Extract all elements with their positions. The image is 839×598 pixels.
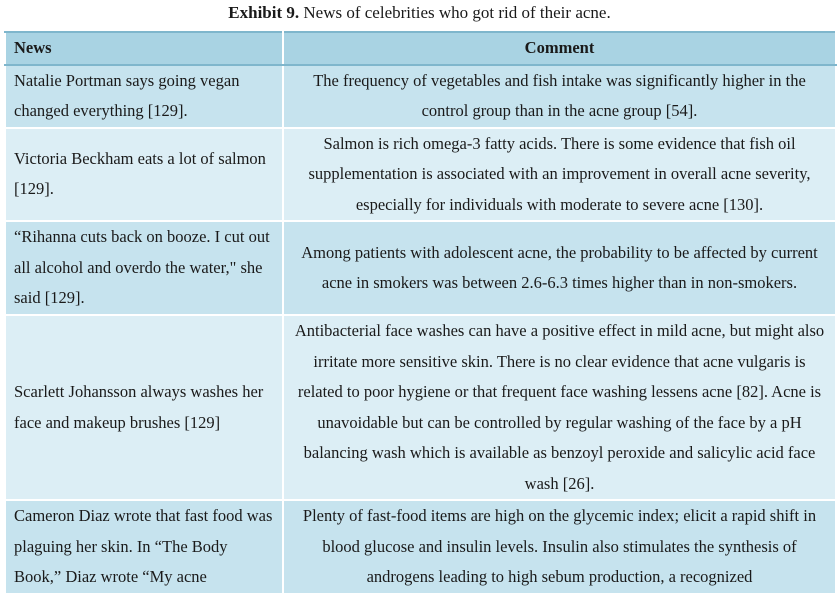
comment-cell: Salmon is rich omega-3 fatty acids. There is some evidence that fish oil supplementation is associated with an improvement in overall acne severity, especially for individuals with moderate to severe acne [130].	[283, 128, 836, 222]
table-row	[5, 315, 836, 500]
table-row	[5, 65, 836, 128]
column-header-comment: Comment	[283, 32, 836, 65]
comment-cell: Plenty of fast-food items are high on the glycemic index; elicit a rapid shift in blood glucose and insulin levels. Insulin also stimulates the synthesis of androgens leading to high sebum production, a recognized	[283, 500, 836, 594]
exhibit-title: News of celebrities who got rid of their acne.	[299, 3, 611, 22]
exhibit-caption	[0, 2, 839, 24]
column-header-news: News	[5, 32, 283, 65]
news-cell: Natalie Portman says going vegan changed everything [129].	[5, 65, 283, 128]
exhibit-label: Exhibit 9.	[228, 3, 300, 22]
comment-cell: Among patients with adolescent acne, the probability to be affected by current acne in smokers was between 2.6-6.3 times higher than in non-smokers.	[283, 221, 836, 315]
table-row	[5, 500, 836, 594]
comment-cell: The frequency of vegetables and fish intake was significantly higher in the control group than in the acne group [54].	[283, 65, 836, 128]
table-row	[5, 128, 836, 222]
celebrity-acne-table	[4, 31, 837, 595]
table-row	[5, 221, 836, 315]
news-cell: “Rihanna cuts back on booze. I cut out all alcohol and overdo the water," she said [129].	[5, 221, 283, 315]
news-cell: Cameron Diaz wrote that fast food was plaguing her skin. In “The Body Book,” Diaz wrote “My acne	[5, 500, 283, 594]
news-cell: Victoria Beckham eats a lot of salmon [129].	[5, 128, 283, 222]
comment-cell: Antibacterial face washes can have a positive effect in mild acne, but might also irritate more sensitive skin. There is no clear evidence that acne vulgaris is related to poor hygiene or that frequent face washing lessens acne [82]. Acne is unavoidable but can be controlled by regular washing of the face by a pH balancing wash which is available as benzoyl peroxide and salicylic acid face wash [26].	[283, 315, 836, 500]
table-header-row	[5, 32, 836, 65]
news-cell: Scarlett Johansson always washes her face and makeup brushes [129]	[5, 315, 283, 500]
